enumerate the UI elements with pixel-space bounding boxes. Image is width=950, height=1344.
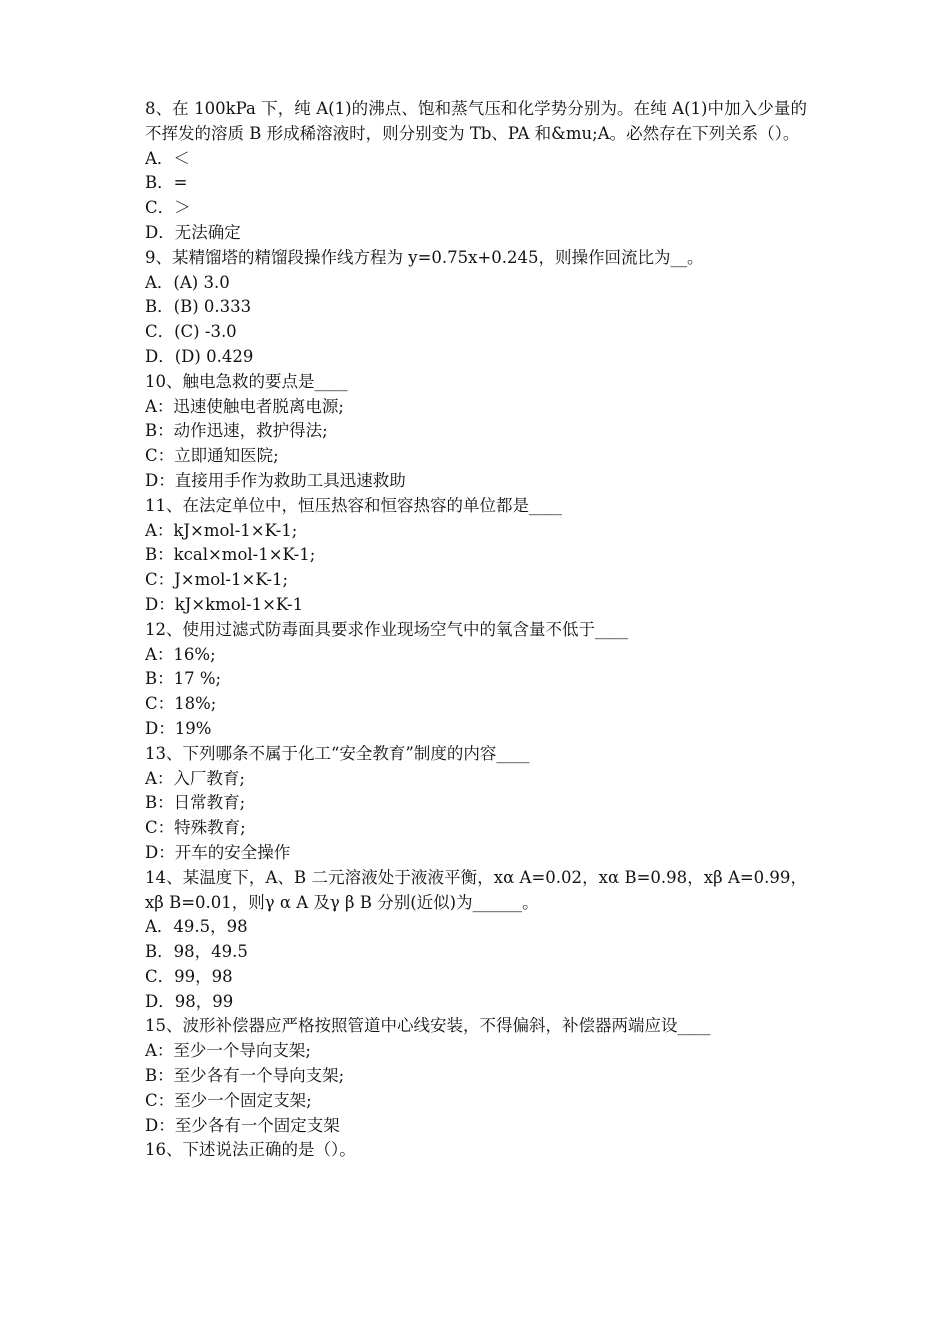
question-8-option-b: B．= [145,173,188,193]
question-10 [145,370,807,494]
question-14 [145,866,807,1015]
question-16 [145,1138,807,1163]
question-9-option-c: C．(C) -3.0 [145,322,237,342]
question-9-stem: 9、某精馏塔的精馏段操作线方程为 y=0.75x+0.245，则操作回流比为__。 [145,247,704,267]
question-12-stem: 12、使用过滤式防毒面具要求作业现场空气中的氧含量不低于____ [145,619,628,639]
question-10-option-c: C：立即通知医院; [145,446,279,466]
question-15-option-b: B：至少各有一个导向支架; [145,1066,345,1086]
question-15 [145,1014,807,1138]
question-11-option-d: D：kJ×kmol-1×K-1 [145,594,304,614]
question-12-option-a: A：16%; [145,644,216,664]
question-13-option-d: D：开车的安全操作 [145,842,291,862]
question-10-option-d: D：直接用手作为救助工具迅速救助 [145,470,406,490]
question-13 [145,742,807,866]
question-11-option-c: C：J×mol-1×K-1; [145,570,289,590]
question-10-option-b: B：动作迅速，救护得法; [145,421,328,441]
question-15-option-c: C：至少一个固定支架; [145,1090,312,1110]
question-15-stem: 15、波形补偿器应严格按照管道中心线安装，不得偏斜，补偿器两端应设____ [145,1016,711,1036]
question-9-option-d: D．(D) 0.429 [145,346,254,366]
question-13-option-a: A：入厂教育; [145,768,245,788]
question-13-option-b: B：日常教育; [145,793,246,813]
question-11 [145,494,807,618]
question-10-option-a: A：迅速使触电者脱离电源; [145,396,344,416]
question-11-stem: 11、在法定单位中，恒压热容和恒容热容的单位都是____ [145,495,562,515]
question-16-stem: 16、下述说法正确的是（）。 [145,1140,356,1160]
question-8-option-c: C．＞ [145,198,191,218]
question-12-option-b: B：17 %; [145,669,222,689]
question-9 [145,246,807,370]
question-14-option-a: A．49.5，98 [145,917,248,937]
question-list [145,97,807,1163]
question-14-stem: 14、某温度下，A、B 二元溶液处于液液平衡，xα A=0.02，xα B=0.98，xβ A=0.99，xβ B=0.01，则γ α A 及γ β B 分别(近似)为______。 [145,867,807,912]
question-13-stem: 13、下列哪条不属于化工“安全教育”制度的内容____ [145,743,530,763]
question-8-option-d: D．无法确定 [145,222,241,242]
question-15-option-d: D：至少各有一个固定支架 [145,1115,340,1135]
question-9-option-b: B．(B) 0.333 [145,297,252,317]
question-11-option-a: A：kJ×mol-1×K-1; [145,520,298,540]
question-8-option-a: A．＜ [145,148,190,168]
question-15-option-a: A：至少一个导向支架; [145,1041,311,1061]
question-11-option-b: B：kcal×mol-1×K-1; [145,545,316,565]
question-12-option-d: D：19% [145,718,212,738]
question-10-stem: 10、触电急救的要点是____ [145,371,348,391]
question-12 [145,618,807,742]
question-9-option-a: A．(A) 3.0 [145,272,230,292]
question-8 [145,97,807,246]
question-14-option-c: C．99，98 [145,966,233,986]
question-14-option-d: D．98，99 [145,991,234,1011]
question-8-stem: 8、在 100kPa 下，纯 A(1)的沸点、饱和蒸气压和化学势分别为。在纯 A(1)中加入少量的不挥发的溶质 B 形成稀溶液时，则分别变为 Tb、PA 和&mu;A。必然存在下列关系（）。 [145,99,807,143]
question-14-option-b: B．98，49.5 [145,942,248,962]
question-13-option-c: C：特殊教育; [145,818,246,838]
question-12-option-c: C：18%; [145,694,217,714]
